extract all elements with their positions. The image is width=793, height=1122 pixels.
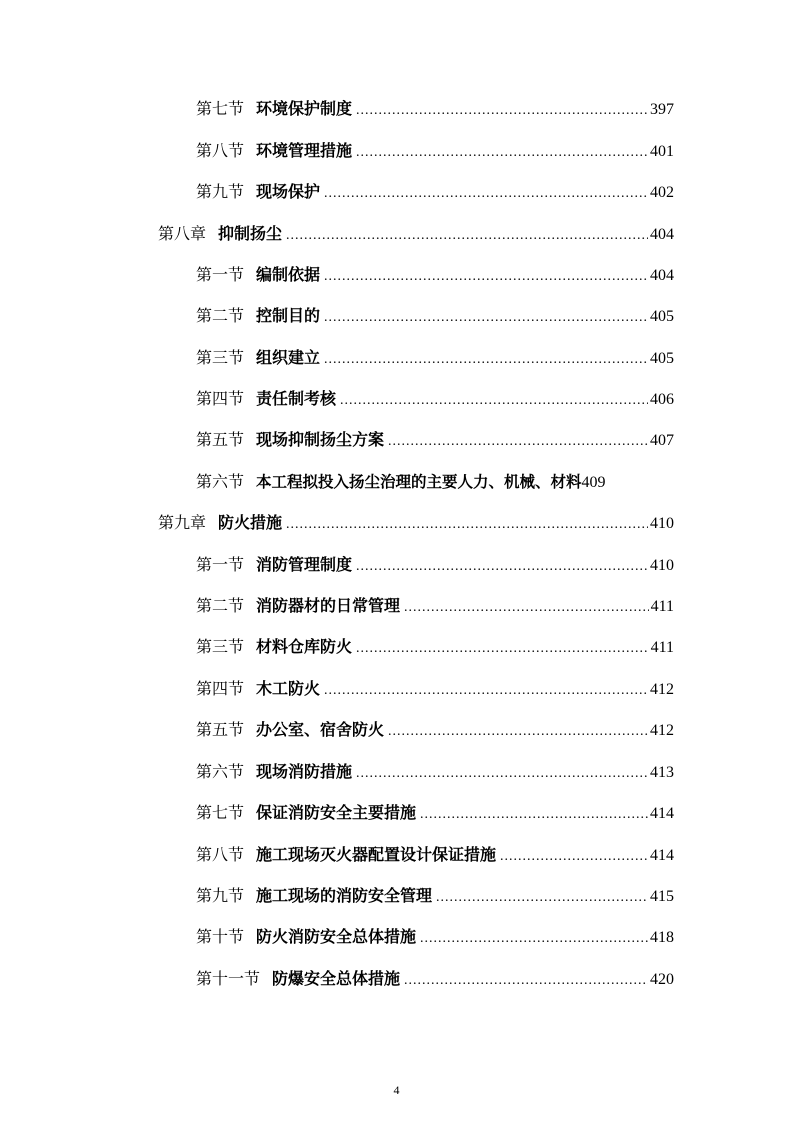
toc-leader-dots [404, 968, 648, 994]
toc-leader-dots [324, 264, 648, 290]
toc-leader-dots [388, 429, 648, 455]
toc-entry-label: 第十一节 [196, 969, 261, 988]
toc-entry[interactable] [196, 138, 674, 164]
toc-entry-title: 材料仓库防火 [256, 637, 353, 656]
toc-entry-page: 411 [650, 598, 674, 615]
toc-entry-page: 405 [650, 308, 674, 325]
toc-entry-page: 413 [650, 764, 674, 781]
page-number: 4 [393, 1083, 400, 1097]
toc-entry-page: 414 [650, 805, 674, 822]
toc-entry[interactable] [196, 303, 674, 329]
toc-leader-dots [324, 305, 648, 331]
toc-entry[interactable] [196, 427, 674, 453]
toc-entry-page: 405 [650, 350, 674, 367]
toc-entry-label: 第八节 [196, 845, 245, 864]
toc-entry-page: 401 [650, 143, 674, 160]
toc-entry-label: 第一节 [196, 265, 245, 284]
toc-leader-dots [340, 388, 648, 414]
toc-entry-page: 412 [650, 681, 674, 698]
toc-leader-dots [356, 761, 648, 787]
toc-entry-label: 第一节 [196, 555, 245, 574]
toc-entry-page: 420 [650, 971, 674, 988]
toc-chapter-entry[interactable] [158, 510, 674, 536]
toc-leader-dots [500, 844, 648, 870]
toc-entry-label: 第五节 [196, 430, 245, 449]
toc-entry[interactable] [196, 883, 674, 909]
toc-chapter-entry[interactable] [158, 221, 674, 247]
toc-leader-dots [286, 223, 648, 249]
toc-entry-title: 防火消防安全总体措施 [256, 927, 417, 946]
toc-leader-dots [436, 885, 648, 911]
toc-entry-title: 环境管理措施 [256, 141, 353, 160]
toc-entry-label: 第三节 [196, 637, 245, 656]
toc-entry-page: 412 [650, 722, 674, 739]
toc-entry-title: 防火措施 [218, 513, 283, 532]
toc-entry-title: 现场保护 [256, 182, 321, 201]
toc-entry[interactable] [196, 800, 674, 826]
toc-entry-page: 410 [650, 557, 674, 574]
toc-entry-title: 组织建立 [256, 348, 321, 367]
toc-entry[interactable] [196, 96, 674, 122]
toc-leader-dots [420, 802, 648, 828]
toc-entry[interactable] [196, 552, 674, 578]
toc-entry-label: 第七节 [196, 99, 245, 118]
toc-entry-label: 第八节 [196, 141, 245, 160]
toc-entry-title: 保证消防安全主要措施 [256, 803, 417, 822]
toc-entry-label: 第六节 [196, 762, 245, 781]
toc-entry-label: 第九章 [158, 513, 207, 532]
toc-entry-page: 411 [650, 639, 674, 656]
toc-entry-label: 第三节 [196, 348, 245, 367]
toc-entry-label: 第六节 [196, 472, 245, 491]
toc-entry-title: 办公室、宿舍防火 [256, 720, 385, 739]
toc-leader-dots [356, 554, 648, 580]
toc-leader-dots [388, 719, 648, 745]
toc-entry[interactable] [196, 634, 674, 660]
toc-entry[interactable] [196, 179, 674, 205]
toc-entry-label: 第十节 [196, 927, 245, 946]
toc-entry-label: 第二节 [196, 596, 245, 615]
toc-entry-title: 环境保护制度 [256, 99, 353, 118]
toc-leader-dots [324, 678, 648, 704]
toc-leader-dots [404, 595, 649, 621]
toc-entry[interactable] [196, 924, 674, 950]
toc-entry-title: 消防器材的日常管理 [256, 596, 401, 615]
toc-entry-label: 第七节 [196, 803, 245, 822]
toc-entry-label: 第八章 [158, 224, 207, 243]
toc-entry-label: 第九节 [196, 886, 245, 905]
toc-entry-title: 现场抑制扬尘方案 [256, 430, 385, 449]
toc-leader-dots [356, 140, 648, 166]
toc-leader-dots [324, 347, 648, 373]
toc-leader-dots [324, 181, 648, 207]
toc-entry[interactable] [196, 676, 674, 702]
toc-entry-page: 409 [581, 474, 606, 491]
toc-entry[interactable] [196, 386, 674, 412]
toc-entry[interactable] [196, 759, 674, 785]
toc-entry-label: 第九节 [196, 182, 245, 201]
toc-entry[interactable] [196, 262, 674, 288]
toc-entry-title: 消防管理制度 [256, 555, 353, 574]
toc-entry-page: 404 [650, 267, 674, 284]
toc-entry-label: 第五节 [196, 720, 245, 739]
toc-entry[interactable] [196, 345, 674, 371]
toc-leader-dots [286, 512, 648, 538]
toc-leader-dots [356, 636, 649, 662]
toc-leader-dots [356, 98, 648, 124]
toc-entry-title: 防爆安全总体措施 [272, 969, 401, 988]
toc-entry-page: 397 [650, 101, 674, 118]
toc-entry-title: 木工防火 [256, 679, 321, 698]
toc-entry-page: 410 [650, 515, 674, 532]
toc-entry[interactable] [196, 593, 674, 619]
toc-entry-label: 第四节 [196, 389, 245, 408]
toc-entry-page: 415 [650, 888, 674, 905]
toc-entry-title: 本工程拟投入扬尘治理的主要人力、机械、材料 [256, 473, 582, 491]
toc-entry-title: 施工现场灭火器配置设计保证措施 [256, 845, 497, 864]
toc-entry-page: 402 [650, 184, 674, 201]
toc-entry-title: 抑制扬尘 [218, 224, 283, 243]
toc-entry-title: 责任制考核 [256, 389, 337, 408]
toc-entry-page: 418 [650, 929, 674, 946]
toc-entry-page: 406 [650, 391, 674, 408]
toc-leader-dots [420, 926, 648, 952]
toc-entry-page: 407 [650, 432, 674, 449]
toc-entry-page: 404 [650, 226, 674, 243]
toc-entry[interactable] [196, 966, 674, 992]
toc-entry-title: 控制目的 [256, 306, 321, 325]
toc-entry-page: 414 [650, 847, 674, 864]
toc-entry[interactable] [196, 717, 674, 743]
toc-entry-title: 编制依据 [256, 265, 321, 284]
toc-entry-label: 第二节 [196, 306, 245, 325]
toc-entry[interactable] [196, 842, 674, 868]
toc-entry[interactable] [196, 469, 674, 495]
toc-entry-title: 现场消防措施 [256, 762, 353, 781]
toc-entry-label: 第四节 [196, 679, 245, 698]
toc-entry-title: 施工现场的消防安全管理 [256, 886, 433, 905]
